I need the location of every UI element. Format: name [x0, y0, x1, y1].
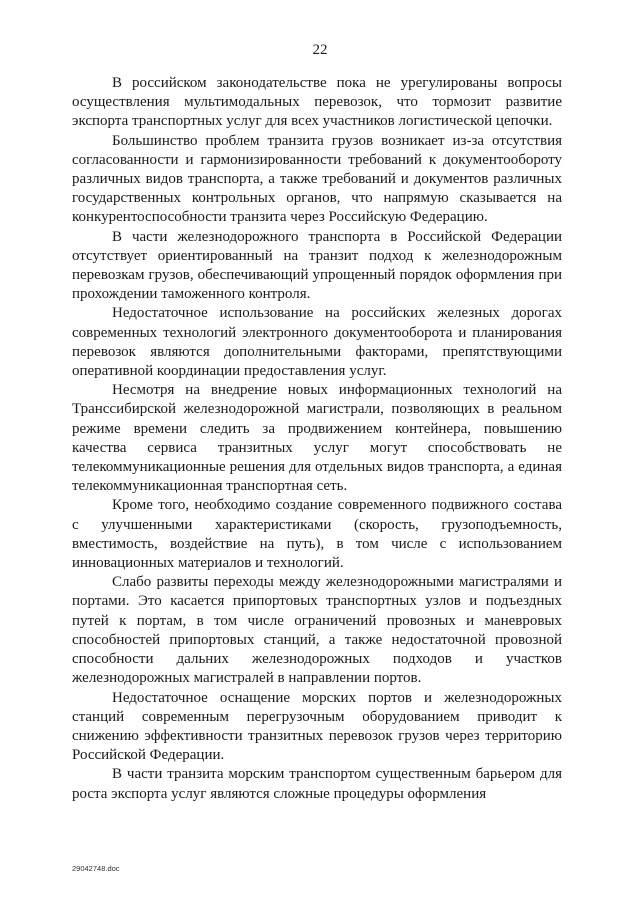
- paragraph-6: Кроме того, необходимо создание современного подвижного состава с улучшенными характеристиками (скорость, грузоподъемность, вместимость, воздействие на путь), в том числе с использованием инновационных материалов и технологий.: [72, 497, 562, 572]
- page-number: 22: [312, 42, 328, 58]
- document-body: [72, 74, 562, 804]
- paragraph-1: В российском законодательстве пока не урегулированы вопросы осуществления мультимодальных перевозок, что тормозит развитие экспорта транспортных услуг для всех участников логистической цепочки.: [72, 75, 562, 130]
- document-file-code: 29042748.doc: [72, 864, 120, 873]
- paragraph-4: Недостаточное использование на российских железных дорогах современных технологий электронного документооборота и планирования перевозок являются дополнительными факторами, препятствующими оперативной координации предоставления услуг.: [72, 305, 562, 380]
- paragraph-3: В части железнодорожного транспорта в Российской Федерации отсутствует ориентированный на транзит подход к железнодорожным перевозкам грузов, обеспечивающий упрощенный порядок оформления при прохождении таможенного контроля.: [72, 228, 562, 303]
- paragraph-5: Несмотря на внедрение новых информационных технологий на Транссибирской железнодорожной магистрали, позволяющих в реальном режиме времени следить за продвижением контейнера, повышению качества сервиса транзитных услуг могут способствовать не телекоммуникационные решения для отдельных видов транспорта, а единая телекоммуникационная транспортная сеть.: [72, 382, 562, 495]
- paragraph-7: Слабо развиты переходы между железнодорожными магистралями и портами. Это касается припортовых транспортных узлов и подъездных путей к портам, в том числе ограничений провозных и маневровых способностей припортовых станций, а также недостаточной провозной способности дальних железнодорожных подходов и участков железнодорожных магистралей в направлении портов.: [72, 574, 562, 687]
- paragraph-9: В части транзита морским транспортом существенным барьером для роста экспорта услуг являются сложные процедуры оформления: [72, 766, 562, 802]
- paragraph-2: Большинство проблем транзита грузов возникает из-за отсутствия согласованности и гармонизированности требований к документообороту различных видов транспорта, а также требований и документов различных государственных контрольных органов, что напрямую сказывается на конкурентоспособности транзита через Российскую Федерацию.: [72, 132, 562, 226]
- paragraph-8: Недостаточное оснащение морских портов и железнодорожных станций современным перегрузочным оборудованием приводит к снижению эффективности транзитных перевозок грузов через территорию Российской Федерации.: [72, 689, 562, 764]
